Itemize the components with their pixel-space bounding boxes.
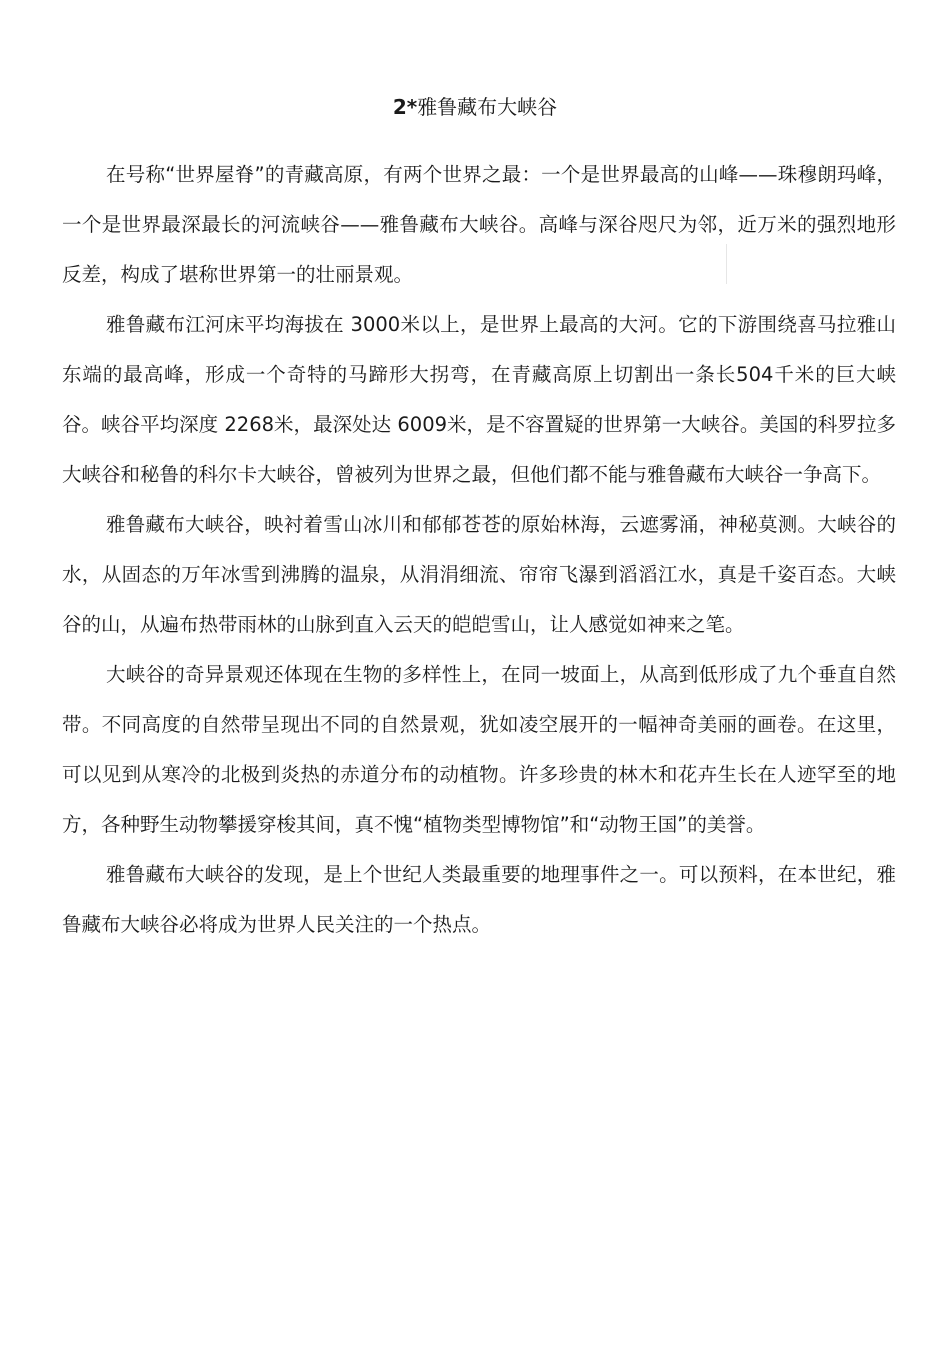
- paragraph-3: 雅鲁藏布大峡谷，映衬着雪山冰川和郁郁苍苍的原始林海，云遮雾涌，神秘莫测。大峡谷的水，从固态的万年冰雪到沸腾的温泉，从涓涓细流、帘帘飞瀑到滔滔江水，真是千姿百态。大峡谷的山，从遍布热带雨林的山脉到直入云天的皑皑雪山，让人感觉如神来之笔。: [62, 513, 896, 636]
- page-title: [0, 92, 950, 122]
- paragraph-4: 大峡谷的奇异景观还体现在生物的多样性上，在同一坡面上，从高到低形成了九个垂直自然带。不同高度的自然带呈现出不同的自然景观，犹如凌空展开的一幅神奇美丽的画卷。在这里，可以见到从寒冷的北极到炎热的赤道分布的动植物。许多珍贵的林木和花卉生长在人迹罕至的地方，各种野生动物攀援穿梭其间，真不愧“植物类型博物馆”和“动物王国”的美誉。: [62, 663, 896, 836]
- article-body: [62, 150, 896, 950]
- paragraph-5: 雅鲁藏布大峡谷的发现，是上个世纪人类最重要的地理事件之一。可以预料，在本世纪，雅鲁藏布大峡谷必将成为世界人民关注的一个热点。: [62, 863, 896, 936]
- title-number: 2*: [392, 95, 418, 119]
- title-text: 雅鲁藏布大峡谷: [417, 95, 558, 119]
- paragraph-2: 雅鲁藏布江河床平均海拔在 3000米以上，是世界上最高的大河。它的下游围绕喜马拉雅山东端的最高峰，形成一个奇特的马蹄形大拐弯，在青藏高原上切割出一条长504千米的巨大峡谷。峡谷平均深度 2268米，最深处达 6009米，是不容置疑的世界第一大峡谷。美国的科罗拉多大峡谷和秘鲁的科尔卡大峡谷，曾被列为世界之最，但他们都不能与雅鲁藏布大峡谷一争高下。: [62, 313, 896, 486]
- paragraph-1: 在号称“世界屋脊”的青藏高原，有两个世界之最：一个是世界最高的山峰——珠穆朗玛峰，一个是世界最深最长的河流峡谷——雅鲁藏布大峡谷。高峰与深谷咫尺为邻，近万米的强烈地形反差，构成了堪称世界第一的壮丽景观。: [62, 163, 896, 286]
